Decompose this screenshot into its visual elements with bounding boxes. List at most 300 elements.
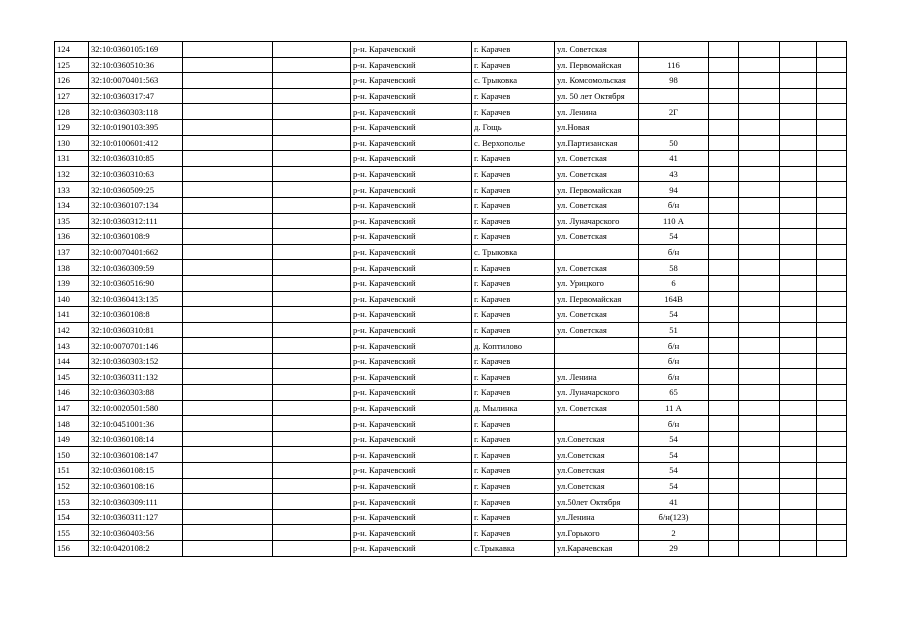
district-cell: р-н. Карачевский — [351, 478, 472, 494]
cadastral-number-cell: 32:10:0360317:47 — [89, 88, 183, 104]
locality-cell: с.Трыкавка — [472, 541, 555, 557]
locality-cell: г. Карачев — [472, 322, 555, 338]
house-number-cell: 29 — [639, 541, 709, 557]
district-cell: р-н. Карачевский — [351, 197, 472, 213]
empty-cell — [183, 447, 273, 463]
row-number-cell: 141 — [55, 307, 89, 323]
cadastral-number-cell: 32:10:0360312:111 — [89, 213, 183, 229]
street-cell: ул. Советская — [555, 260, 639, 276]
house-number-cell — [639, 88, 709, 104]
empty-cell — [780, 338, 817, 354]
registry-table-body — [55, 42, 847, 557]
empty-cell — [780, 541, 817, 557]
table-row — [55, 385, 847, 401]
table-row — [55, 541, 847, 557]
locality-cell: г. Карачев — [472, 166, 555, 182]
empty-cell — [817, 119, 847, 135]
empty-cell — [739, 244, 780, 260]
empty-cell — [817, 353, 847, 369]
empty-cell — [739, 385, 780, 401]
empty-cell — [780, 135, 817, 151]
empty-cell — [273, 213, 351, 229]
empty-cell — [273, 88, 351, 104]
empty-cell — [739, 509, 780, 525]
house-number-cell: б/н(123) — [639, 509, 709, 525]
table-row — [55, 57, 847, 73]
empty-cell — [273, 400, 351, 416]
empty-cell — [739, 322, 780, 338]
street-cell: ул. Советская — [555, 229, 639, 245]
row-number-cell: 126 — [55, 73, 89, 89]
locality-cell: г. Карачев — [472, 88, 555, 104]
empty-cell — [780, 385, 817, 401]
cadastral-number-cell: 32:10:0360516:90 — [89, 275, 183, 291]
empty-cell — [709, 275, 739, 291]
locality-cell: с. Трыковка — [472, 244, 555, 260]
cadastral-number-cell: 32:10:0070401:563 — [89, 73, 183, 89]
row-number-cell: 143 — [55, 338, 89, 354]
house-number-cell: б/н — [639, 369, 709, 385]
locality-cell: д. Мылинка — [472, 400, 555, 416]
empty-cell — [273, 73, 351, 89]
row-number-cell: 152 — [55, 478, 89, 494]
locality-cell: д. Коптилово — [472, 338, 555, 354]
empty-cell — [709, 509, 739, 525]
empty-cell — [739, 353, 780, 369]
empty-cell — [780, 197, 817, 213]
empty-cell — [817, 182, 847, 198]
empty-cell — [273, 135, 351, 151]
empty-cell — [273, 151, 351, 167]
house-number-cell — [639, 42, 709, 58]
row-number-cell: 155 — [55, 525, 89, 541]
cadastral-number-cell: 32:10:0451001:36 — [89, 416, 183, 432]
row-number-cell: 129 — [55, 119, 89, 135]
empty-cell — [817, 291, 847, 307]
empty-cell — [739, 369, 780, 385]
district-cell: р-н. Карачевский — [351, 151, 472, 167]
table-row — [55, 73, 847, 89]
empty-cell — [183, 135, 273, 151]
row-number-cell: 125 — [55, 57, 89, 73]
empty-cell — [780, 57, 817, 73]
locality-cell: д. Гощь — [472, 119, 555, 135]
empty-cell — [780, 291, 817, 307]
district-cell: р-н. Карачевский — [351, 229, 472, 245]
table-row — [55, 166, 847, 182]
empty-cell — [273, 416, 351, 432]
house-number-cell: б/н — [639, 353, 709, 369]
street-cell: ул. Советская — [555, 307, 639, 323]
street-cell: ул. Ленина — [555, 104, 639, 120]
street-cell: ул. 50 лет Октября — [555, 88, 639, 104]
empty-cell — [709, 322, 739, 338]
cadastral-number-cell: 32:10:0360303:152 — [89, 353, 183, 369]
house-number-cell: 11 А — [639, 400, 709, 416]
district-cell: р-н. Карачевский — [351, 291, 472, 307]
locality-cell: г. Карачев — [472, 494, 555, 510]
locality-cell: г. Карачев — [472, 197, 555, 213]
empty-cell — [183, 525, 273, 541]
cadastral-number-cell: 32:10:0070401:662 — [89, 244, 183, 260]
empty-cell — [817, 197, 847, 213]
empty-cell — [709, 525, 739, 541]
empty-cell — [709, 42, 739, 58]
street-cell: ул. Советская — [555, 151, 639, 167]
empty-cell — [183, 369, 273, 385]
row-number-cell: 150 — [55, 447, 89, 463]
empty-cell — [183, 229, 273, 245]
cadastral-number-cell: 32:10:0360309:111 — [89, 494, 183, 510]
street-cell: ул.Советская — [555, 463, 639, 479]
empty-cell — [780, 416, 817, 432]
district-cell: р-н. Карачевский — [351, 494, 472, 510]
empty-cell — [709, 197, 739, 213]
table-row — [55, 478, 847, 494]
empty-cell — [739, 416, 780, 432]
cadastral-number-cell: 32:10:0360310:81 — [89, 322, 183, 338]
table-row — [55, 338, 847, 354]
empty-cell — [780, 73, 817, 89]
house-number-cell: 54 — [639, 447, 709, 463]
locality-cell: с. Верхополье — [472, 135, 555, 151]
empty-cell — [183, 73, 273, 89]
house-number-cell: б/н — [639, 416, 709, 432]
row-number-cell: 127 — [55, 88, 89, 104]
empty-cell — [780, 322, 817, 338]
empty-cell — [709, 104, 739, 120]
empty-cell — [739, 478, 780, 494]
empty-cell — [273, 322, 351, 338]
empty-cell — [273, 509, 351, 525]
empty-cell — [817, 478, 847, 494]
district-cell: р-н. Карачевский — [351, 135, 472, 151]
empty-cell — [780, 307, 817, 323]
locality-cell: г. Карачев — [472, 463, 555, 479]
empty-cell — [273, 244, 351, 260]
empty-cell — [817, 322, 847, 338]
house-number-cell: 54 — [639, 229, 709, 245]
house-number-cell: 54 — [639, 463, 709, 479]
locality-cell: г. Карачев — [472, 104, 555, 120]
empty-cell — [739, 229, 780, 245]
empty-cell — [817, 73, 847, 89]
empty-cell — [273, 57, 351, 73]
street-cell: ул. Советская — [555, 197, 639, 213]
locality-cell: г. Карачев — [472, 385, 555, 401]
empty-cell — [739, 463, 780, 479]
cadastral-number-cell: 32:10:0360311:127 — [89, 509, 183, 525]
empty-cell — [273, 338, 351, 354]
empty-cell — [183, 151, 273, 167]
empty-cell — [817, 57, 847, 73]
empty-cell — [780, 104, 817, 120]
street-cell: ул.Новая — [555, 119, 639, 135]
district-cell: р-н. Карачевский — [351, 57, 472, 73]
empty-cell — [817, 104, 847, 120]
house-number-cell: 50 — [639, 135, 709, 151]
cadastral-number-cell: 32:10:0360403:56 — [89, 525, 183, 541]
empty-cell — [780, 431, 817, 447]
house-number-cell: 43 — [639, 166, 709, 182]
empty-cell — [780, 275, 817, 291]
district-cell: р-н. Карачевский — [351, 463, 472, 479]
locality-cell: г. Карачев — [472, 229, 555, 245]
district-cell: р-н. Карачевский — [351, 166, 472, 182]
district-cell: р-н. Карачевский — [351, 88, 472, 104]
empty-cell — [709, 416, 739, 432]
empty-cell — [709, 463, 739, 479]
row-number-cell: 146 — [55, 385, 89, 401]
empty-cell — [183, 416, 273, 432]
cadastral-number-cell: 32:10:0360310:85 — [89, 151, 183, 167]
empty-cell — [739, 104, 780, 120]
cadastral-number-cell: 32:10:0020501:580 — [89, 400, 183, 416]
empty-cell — [817, 369, 847, 385]
table-row — [55, 369, 847, 385]
cadastral-number-cell: 32:10:0360309:59 — [89, 260, 183, 276]
cadastral-number-cell: 32:10:0190103:395 — [89, 119, 183, 135]
district-cell: р-н. Карачевский — [351, 416, 472, 432]
empty-cell — [183, 541, 273, 557]
empty-cell — [739, 135, 780, 151]
cadastral-number-cell: 32:10:0360108:14 — [89, 431, 183, 447]
empty-cell — [739, 400, 780, 416]
table-row — [55, 494, 847, 510]
empty-cell — [739, 431, 780, 447]
empty-cell — [817, 307, 847, 323]
empty-cell — [817, 509, 847, 525]
empty-cell — [780, 463, 817, 479]
district-cell: р-н. Карачевский — [351, 338, 472, 354]
locality-cell: с. Трыковка — [472, 73, 555, 89]
empty-cell — [817, 338, 847, 354]
empty-cell — [273, 119, 351, 135]
cadastral-number-cell: 32:10:0360310:63 — [89, 166, 183, 182]
empty-cell — [739, 42, 780, 58]
empty-cell — [273, 447, 351, 463]
empty-cell — [817, 541, 847, 557]
district-cell: р-н. Карачевский — [351, 447, 472, 463]
empty-cell — [273, 369, 351, 385]
empty-cell — [780, 119, 817, 135]
cadastral-number-cell: 32:10:0070701:146 — [89, 338, 183, 354]
empty-cell — [273, 431, 351, 447]
empty-cell — [780, 369, 817, 385]
district-cell: р-н. Карачевский — [351, 244, 472, 260]
row-number-cell: 142 — [55, 322, 89, 338]
empty-cell — [739, 447, 780, 463]
empty-cell — [817, 151, 847, 167]
empty-cell — [273, 353, 351, 369]
empty-cell — [273, 494, 351, 510]
empty-cell — [183, 385, 273, 401]
empty-cell — [183, 275, 273, 291]
empty-cell — [780, 260, 817, 276]
empty-cell — [709, 369, 739, 385]
cadastral-number-cell: 32:10:0360107:134 — [89, 197, 183, 213]
table-row — [55, 463, 847, 479]
empty-cell — [183, 478, 273, 494]
street-cell: ул.Советская — [555, 478, 639, 494]
cadastral-number-cell: 32:10:0360303:88 — [89, 385, 183, 401]
empty-cell — [183, 260, 273, 276]
house-number-cell: 51 — [639, 322, 709, 338]
empty-cell — [709, 213, 739, 229]
house-number-cell: б/н — [639, 197, 709, 213]
locality-cell: г. Карачев — [472, 151, 555, 167]
row-number-cell: 140 — [55, 291, 89, 307]
district-cell: р-н. Карачевский — [351, 400, 472, 416]
row-number-cell: 148 — [55, 416, 89, 432]
table-row — [55, 416, 847, 432]
table-row — [55, 42, 847, 58]
district-cell: р-н. Карачевский — [351, 385, 472, 401]
table-row — [55, 431, 847, 447]
empty-cell — [273, 166, 351, 182]
empty-cell — [273, 275, 351, 291]
row-number-cell: 144 — [55, 353, 89, 369]
empty-cell — [739, 166, 780, 182]
street-cell: ул. Комсомольская — [555, 73, 639, 89]
table-row — [55, 182, 847, 198]
empty-cell — [817, 525, 847, 541]
table-row — [55, 275, 847, 291]
street-cell: ул.Горького — [555, 525, 639, 541]
district-cell: р-н. Карачевский — [351, 119, 472, 135]
empty-cell — [739, 494, 780, 510]
district-cell: р-н. Карачевский — [351, 431, 472, 447]
empty-cell — [183, 42, 273, 58]
house-number-cell: 164В — [639, 291, 709, 307]
cadastral-number-cell: 32:10:0100601:412 — [89, 135, 183, 151]
empty-cell — [273, 104, 351, 120]
empty-cell — [739, 119, 780, 135]
empty-cell — [780, 166, 817, 182]
registry-table — [54, 41, 847, 557]
house-number-cell: 65 — [639, 385, 709, 401]
table-row — [55, 197, 847, 213]
row-number-cell: 136 — [55, 229, 89, 245]
empty-cell — [780, 151, 817, 167]
house-number-cell: 94 — [639, 182, 709, 198]
empty-cell — [780, 494, 817, 510]
empty-cell — [780, 229, 817, 245]
row-number-cell: 153 — [55, 494, 89, 510]
table-row — [55, 104, 847, 120]
house-number-cell: 2 — [639, 525, 709, 541]
cadastral-number-cell: 32:10:0360510:36 — [89, 57, 183, 73]
empty-cell — [739, 275, 780, 291]
empty-cell — [709, 447, 739, 463]
empty-cell — [183, 494, 273, 510]
locality-cell: г. Карачев — [472, 509, 555, 525]
locality-cell: г. Карачев — [472, 182, 555, 198]
street-cell — [555, 416, 639, 432]
table-row — [55, 447, 847, 463]
empty-cell — [183, 431, 273, 447]
empty-cell — [183, 353, 273, 369]
house-number-cell: 110 А — [639, 213, 709, 229]
empty-cell — [709, 229, 739, 245]
street-cell: ул.Советская — [555, 431, 639, 447]
empty-cell — [183, 322, 273, 338]
empty-cell — [709, 385, 739, 401]
empty-cell — [273, 385, 351, 401]
row-number-cell: 134 — [55, 197, 89, 213]
locality-cell: г. Карачев — [472, 369, 555, 385]
street-cell: ул. Луначарского — [555, 213, 639, 229]
empty-cell — [709, 307, 739, 323]
locality-cell: г. Карачев — [472, 525, 555, 541]
house-number-cell: 41 — [639, 151, 709, 167]
empty-cell — [183, 509, 273, 525]
empty-cell — [183, 166, 273, 182]
street-cell: ул. Советская — [555, 322, 639, 338]
cadastral-number-cell: 32:10:0360108:147 — [89, 447, 183, 463]
house-number-cell: 6 — [639, 275, 709, 291]
locality-cell: г. Карачев — [472, 57, 555, 73]
empty-cell — [817, 400, 847, 416]
empty-cell — [183, 338, 273, 354]
locality-cell: г. Карачев — [472, 416, 555, 432]
street-cell: ул.Ленина — [555, 509, 639, 525]
district-cell: р-н. Карачевский — [351, 307, 472, 323]
table-row — [55, 135, 847, 151]
empty-cell — [183, 291, 273, 307]
street-cell: ул. Ленина — [555, 369, 639, 385]
empty-cell — [273, 541, 351, 557]
empty-cell — [780, 353, 817, 369]
empty-cell — [709, 291, 739, 307]
locality-cell: г. Карачев — [472, 291, 555, 307]
locality-cell: г. Карачев — [472, 42, 555, 58]
empty-cell — [780, 213, 817, 229]
house-number-cell: 116 — [639, 57, 709, 73]
locality-cell: г. Карачев — [472, 447, 555, 463]
locality-cell: г. Карачев — [472, 353, 555, 369]
street-cell: ул. Луначарского — [555, 385, 639, 401]
table-row — [55, 260, 847, 276]
empty-cell — [709, 494, 739, 510]
empty-cell — [183, 182, 273, 198]
table-row — [55, 229, 847, 245]
row-number-cell: 154 — [55, 509, 89, 525]
row-number-cell: 145 — [55, 369, 89, 385]
empty-cell — [183, 400, 273, 416]
house-number-cell: 54 — [639, 307, 709, 323]
empty-cell — [780, 88, 817, 104]
row-number-cell: 135 — [55, 213, 89, 229]
empty-cell — [273, 42, 351, 58]
street-cell: ул. Советская — [555, 400, 639, 416]
empty-cell — [780, 182, 817, 198]
district-cell: р-н. Карачевский — [351, 182, 472, 198]
empty-cell — [709, 244, 739, 260]
empty-cell — [817, 88, 847, 104]
row-number-cell: 131 — [55, 151, 89, 167]
empty-cell — [817, 229, 847, 245]
district-cell: р-н. Карачевский — [351, 42, 472, 58]
empty-cell — [817, 260, 847, 276]
empty-cell — [709, 119, 739, 135]
house-number-cell: 2Г — [639, 104, 709, 120]
empty-cell — [817, 447, 847, 463]
street-cell: ул. Первомайская — [555, 291, 639, 307]
empty-cell — [273, 525, 351, 541]
empty-cell — [273, 229, 351, 245]
empty-cell — [709, 182, 739, 198]
